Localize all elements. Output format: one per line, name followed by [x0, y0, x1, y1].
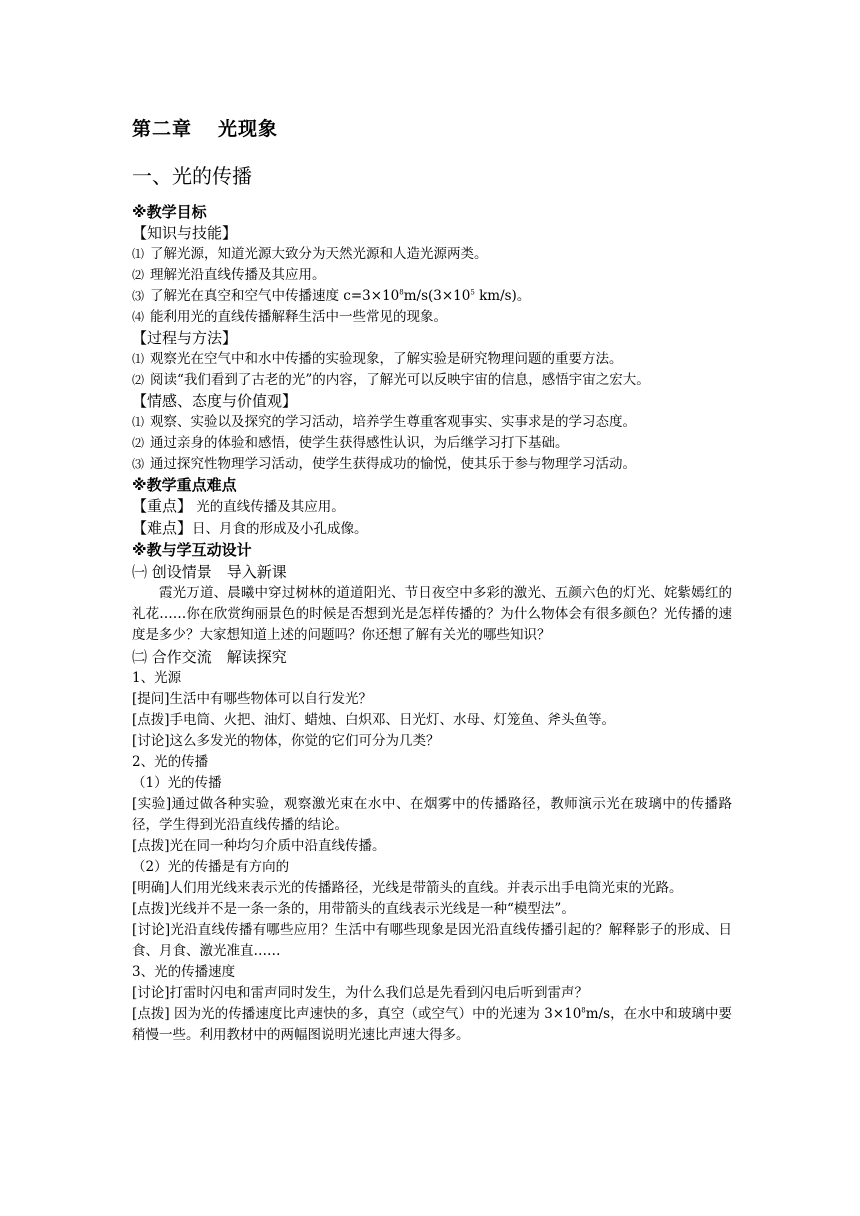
- knowledge-item: ⑶ 了解光在真空和空气中传播速度 $c=3\times 10^8m/s(3\times 10^5$ km/s)。: [132, 288, 531, 304]
- intro-paragraph: 霞光万道、晨曦中穿过树林的道道阳光、节日夜空中多彩的激光、五颜六色的灯光、姹紫嫣红的礼花……你在欣赏绚丽景色的时候是否想到光是怎样传播的？为什么物体会有很多颜色？光传播的速度是多少？大家想知道上述的问题吗？你还想了解有关光的哪些知识？: [132, 585, 732, 643]
- objectives-heading: ※教学目标: [132, 203, 207, 221]
- chapter-title: [132, 116, 732, 142]
- chapter-name: 光现象: [218, 118, 279, 140]
- part1-title: ㈠ 创设情景 导入新课: [132, 563, 287, 581]
- attitude-heading: 【情感、态度与价值观】: [132, 392, 298, 410]
- propagation-title: 2、光的传播: [132, 754, 209, 770]
- propagation-sub2: （2）光的传播是有方向的: [132, 859, 290, 875]
- propagation-sub1: （1）光的传播: [132, 775, 222, 791]
- chapter-number: 第二章: [132, 118, 193, 140]
- propagation-clarify: [明确]人们用光线来表示光的传播路径，光线是带箭头的直线。并表示出手电筒光束的光路。: [132, 880, 683, 896]
- propagation-discussion: [讨论]光沿直线传播有哪些应用？生活中有哪些现象是因光沿直线传播引起的？解释影子的形成、日食、月食、激光准直……: [132, 922, 732, 959]
- propagation-model-tip: [点拨]光线并不是一条一条的，用带箭头的直线表示光线是一种“模型法”。: [132, 901, 575, 917]
- speed-title: 3、光的传播速度: [132, 964, 236, 980]
- section-title: 一、光的传播: [132, 164, 252, 188]
- design-heading: ※教与学互动设计: [132, 541, 252, 559]
- document-content: [132, 116, 732, 1046]
- knowledge-item: ⑷ 能利用光的直线传播解释生活中一些常见的现象。: [132, 309, 447, 325]
- attitude-item: ⑶ 通过探究性物理学习活动，使学生获得成功的愉悦，使其乐于参与物理学习活动。: [132, 456, 636, 472]
- propagation-tip: [点拨]光在同一种均匀介质中沿直线传播。: [132, 838, 386, 854]
- light-source-title: 1、光源: [132, 670, 182, 686]
- knowledge-item: ⑴ 了解光源，知道光源大致分为天然光源和人造光源两类。: [132, 246, 488, 262]
- process-item: ⑴ 观察光在空气中和水中传播的实验现象，了解实验是研究物理问题的重要方法。: [132, 351, 623, 367]
- knowledge-heading: 【知识与技能】: [132, 224, 238, 242]
- propagation-experiment: [实验]通过做各种实验，观察激光束在水中、在烟雾中的传播路径，教师演示光在玻璃中的传播路径，学生得到光沿直线传播的结论。: [132, 796, 732, 833]
- light-source-tip: [点拨]手电筒、火把、油灯、蜡烛、白炽邓、日光灯、水母、灯笼鱼、斧头鱼等。: [132, 712, 616, 728]
- focus-line: 【重点】 光的直线传播及其应用。: [132, 497, 345, 515]
- attitude-item: ⑵ 通过亲身的体验和感悟，使学生获得感性认识，为后继学习打下基础。: [132, 435, 569, 451]
- process-heading: 【过程与方法】: [132, 329, 238, 347]
- light-source-discussion: [讨论]这么多发光的物体，你觉的它们可分为几类？: [132, 733, 440, 749]
- light-source-question: [提问]生活中有哪些物体可以自行发光？: [132, 691, 373, 707]
- difficulty-line: 【难点】日、月食的形成及小孔成像。: [132, 519, 368, 537]
- speed-discussion: [讨论]打雷时闪电和雷声同时发生，为什么我们总是先看到闪电后听到雷声？: [132, 985, 589, 1001]
- process-item: ⑵ 阅读“我们看到了古老的光”的内容，了解光可以反映宇宙的信息，感悟宇宙之宏大。: [132, 372, 650, 388]
- attitude-item: ⑴ 观察、实验以及探究的学习活动，培养学生尊重客观事实、实事求是的学习态度。: [132, 414, 636, 430]
- key-points-heading: ※教学重点难点: [132, 476, 237, 494]
- speed-tip: [点拨] 因为光的传播速度比声速快的多，真空（或空气）中的光速为 $3\times 10^8m/s$，在水中和玻璃中要稍慢一些。利用教材中的两幅图说明光速比声速大得多。: [132, 1006, 732, 1043]
- part2-title: ㈡ 合作交流 解读探究: [132, 648, 287, 666]
- knowledge-item: ⑵ 理解光沿直线传播及其应用。: [132, 267, 326, 283]
